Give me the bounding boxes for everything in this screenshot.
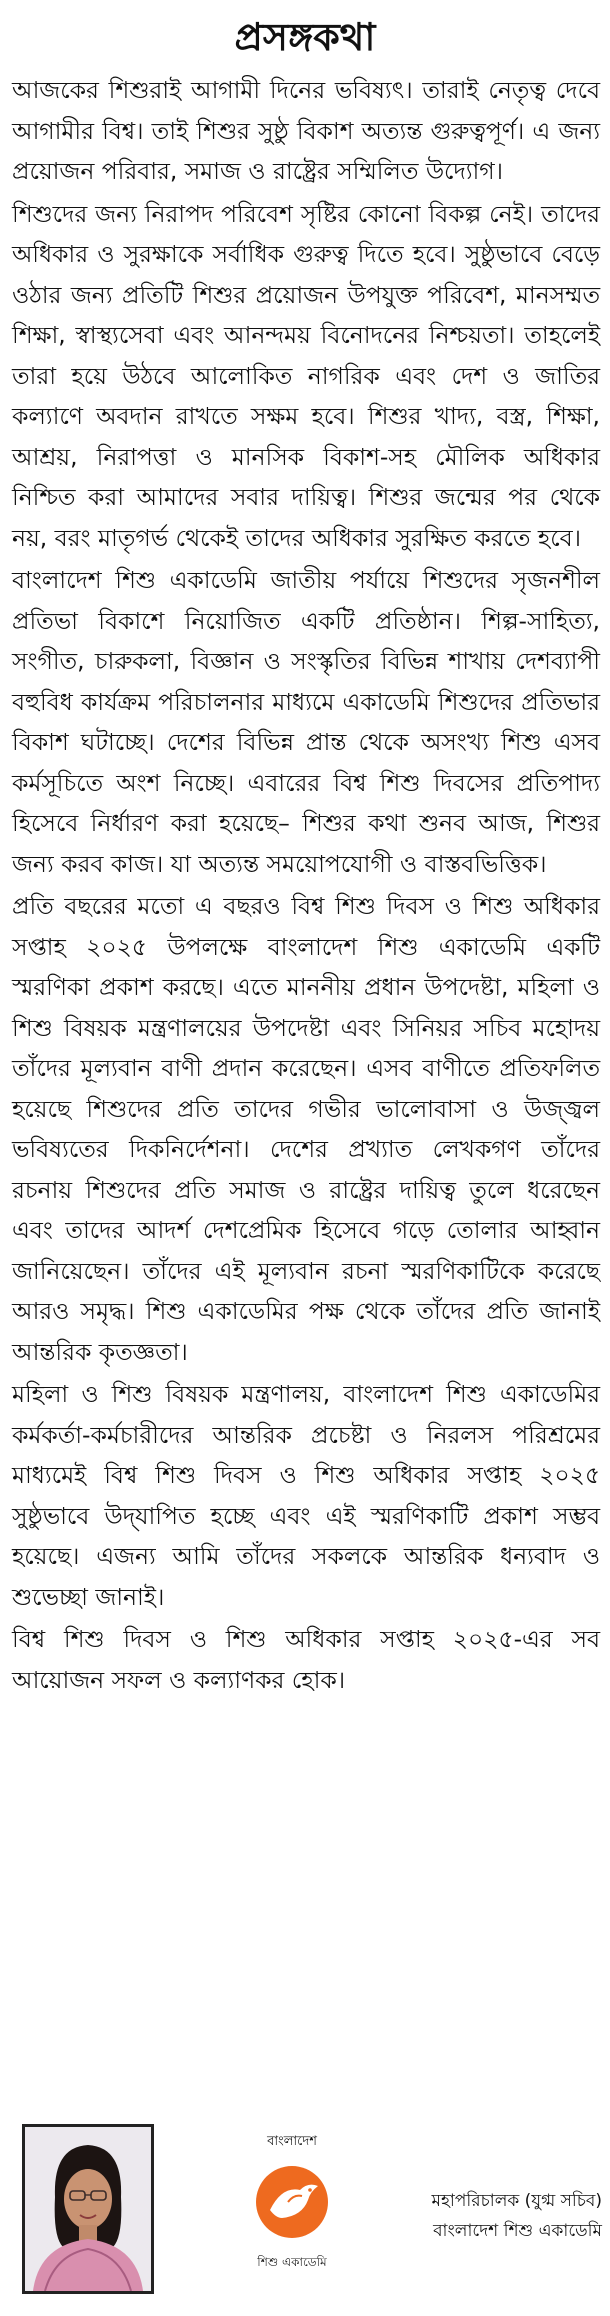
paragraph-4: প্রতি বছরের মতো এ বছরও বিশ্ব শিশু দিবস ও শিশু অধিকার সপ্তাহ ২০২৫ উপলক্ষে বাংলাদেশ শিশু একাডেমি একটি স্মরণিকা প্রকাশ করছে। এতে মাননীয় প্রধান উপদেষ্টা, মহিলা ও শিশু বিষয়ক মন্ত্রণালয়ের উপদেষ্টা এবং সিনিয়র সচিব মহোদয় তাঁদের মূল্যবান বাণী প্রদান করেছেন। এসব বাণীতে প্রতিফলিত হয়েছে শিশুদের প্রতি তাদের গভীর ভালোবাসা ও উজ্জ্বল ভবিষ্যতের দিকনির্দেশনা। দেশের প্রখ্যাত লেখকগণ তাঁদের রচনায় শিশুদের প্রতি সমাজ ও রাষ্ট্রের দায়িত্ব তুলে ধরেছেন এবং তাদের আদর্শ দেশপ্রেমিক হিসেবে গড়ে তোলার আহ্বান জানিয়েছেন। তাঁদের এই মূল্যবান রচনা স্মরণিকাটিকে করেছে আরও সমৃদ্ধ। শিশু একাডেমির পক্ষ থেকে তাঁদের প্রতি জানাই আন্তরিক কৃতজ্ঞতা।	[12, 892, 600, 1366]
portrait-image	[25, 2127, 151, 2291]
paragraph-2: শিশুদের জন্য নিরাপদ পরিবেশ সৃষ্টির কোনো বিকল্প নেই। তাদের অধিকার ও সুরক্ষাকে সর্বাধিক গুরুত্ব দিতে হবে। সুষ্ঠুভাবে বেড়ে ওঠার জন্য প্রতিটি শিশুর প্রয়োজন উপযুক্ত পরিবেশ, মানসম্মত শিক্ষা, স্বাস্থ্যসেবা এবং আনন্দময় বিনোদনের নিশ্চয়তা। তাহলেই তারা হয়ে উঠবে আলোকিত নাগরিক এবং দেশ ও জাতির কল্যাণে অবদান রাখতে সক্ষম হবে। শিশুর খাদ্য, বস্ত্র, শিক্ষা, আশ্রয়, নিরাপত্তা ও মানসিক বিকাশ-সহ মৌলিক অধিকার নিশ্চিত করা আমাদের সবার দায়িত্ব। শিশুর জন্মের পর থেকে নয়, বরং মাতৃগর্ভ থেকেই তাদের অধিকার সুরক্ষিত করতে হবে।	[12, 199, 600, 552]
paragraph-3: বাংলাদেশ শিশু একাডেমি জাতীয় পর্যায়ে শিশুদের সৃজনশীল প্রতিভা বিকাশে নিয়োজিত একটি প্রতিষ্ঠান। শিল্প-সাহিত্য, সংগীত, চারুকলা, বিজ্ঞান ও সংস্কৃতির বিভিন্ন শাখায় দেশব্যাপী বহুবিধ কার্যক্রম পরিচালনার মাধ্যমে একাডেমি শিশুদের প্রতিভার বিকাশ ঘটাচ্ছে। দেশের বিভিন্ন প্রান্ত থেকে অসংখ্য শিশু এসব কর্মসূচিতে অংশ নিচ্ছে। এবারের বিশ্ব শিশু দিবসের প্রতিপাদ্য হিসেবে নির্ধারণ করা হয়েছে– শিশুর কথা শুনব আজ, শিশুর জন্য করব কাজ। যা অত্যন্ত সময়োপযোগী ও বাস্তবভিত্তিক।	[12, 566, 600, 878]
signature-block	[0, 2118, 610, 2316]
article-body	[0, 70, 610, 1700]
author-photo	[22, 2124, 154, 2294]
paragraph-6: বিশ্ব শিশু দিবস ও শিশু অধিকার সপ্তাহ ২০২৫-এর সব আয়োজন সফল ও কল্যাণকর হোক।	[12, 1625, 600, 1694]
paragraph-1: আজকের শিশুরাই আগামী দিনের ভবিষ্যৎ। তারাই নেতৃত্ব দেবে আগামীর বিশ্ব। তাই শিশুর সুষ্ঠু বিকাশ অত্যন্ত গুরুত্বপূর্ণ। এ জন্য প্রয়োজন পরিবার, সমাজ ও রাষ্ট্রের সম্মিলিত উদ্যোগ।	[12, 76, 600, 185]
logo-top-text: বাংলাদেশ	[267, 2134, 317, 2149]
signatory-designation: মহাপরিচালক (যুগ্ম সচিব)	[431, 2191, 602, 2211]
logo-bottom-text: শিশু একাডেমি	[257, 2255, 327, 2269]
signatory-organization: বাংলাদেশ শিশু একাডেমি	[433, 2221, 602, 2241]
bird-logo-icon	[242, 2152, 342, 2252]
page-title: প্রসঙ্গকথা	[234, 15, 376, 59]
academy-logo	[242, 2132, 342, 2282]
signature-text	[372, 2186, 602, 2246]
paragraph-5: মহিলা ও শিশু বিষয়ক মন্ত্রণালয়, বাংলাদেশ শিশু একাডেমির কর্মকর্তা-কর্মচারীদের আন্তরিক প্রচেষ্টা ও নিরলস পরিশ্রমের মাধ্যমেই বিশ্ব শিশু দিবস ও শিশু অধিকার সপ্তাহ ২০২৫ সুষ্ঠুভাবে উদ্‌যাপিত হচ্ছে এবং এই স্মরণিকাটি প্রকাশ সম্ভব হয়েছে। এজন্য আমি তাঁদের সকলকে আন্তরিক ধন্যবাদ ও শুভেচ্ছা জানাই।	[12, 1380, 600, 1611]
